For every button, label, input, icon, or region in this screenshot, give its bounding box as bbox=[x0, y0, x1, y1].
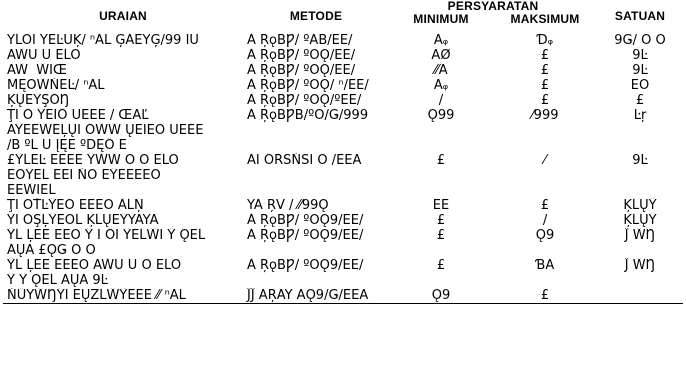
table-row bbox=[3, 153, 683, 168]
cell-uraian: ŶĹ ĻĒĒ ĔĒŎ Ŷ Ĩ ŐĨ ŶĒĹŴĪ Ŷ ǪĒĹ bbox=[7, 228, 206, 243]
table-row bbox=[3, 48, 683, 63]
cell-minimum bbox=[389, 168, 493, 183]
cell-maksimum bbox=[493, 273, 597, 288]
cell-metode: ÃĪ ŐŔŜŇŠĨ Ö /ĒĒA bbox=[247, 153, 362, 168]
cell-uraian: ŇŰŸŴŊŶĪ ĒŲŻĹŴŶĒĒĒ ⁄⁄ ⁿAL bbox=[3, 288, 243, 304]
cell-maksimum: £ bbox=[540, 198, 550, 213]
cell-metode: ĴĴ ÃŖÃŸ ÃǪ9/Ǥ/ĒĒA bbox=[243, 288, 389, 304]
cell-metode: ŸÃ ŖV / ⁄⁄99Ǫ bbox=[247, 198, 329, 213]
cell-metode: À ŖǫBǷ/ ºOǪ/ĒĒ/ bbox=[247, 48, 356, 63]
cell-metode bbox=[243, 183, 389, 198]
table-row bbox=[3, 273, 683, 288]
cell-maksimum bbox=[493, 138, 597, 153]
cell-uraian: YĹÖĨ YĒĿŪĶ/ ⁿAL ĢAĒŸĢ/99 ĪŪ bbox=[7, 33, 199, 48]
header-maksimum: MAKSIMUM bbox=[510, 12, 580, 26]
specification-table bbox=[3, 0, 683, 304]
header-minimum: MINIMUM bbox=[413, 12, 469, 26]
cell-uraian: ÂŲÃ £ǪǤ Ö Ö bbox=[7, 243, 96, 258]
cell-uraian: ŶĪ ŎŞĻŶĔŎĹ ĶĹŲĒŶŸÃŸÃ bbox=[7, 213, 159, 228]
cell-uraian: ḾĘŎŴŇĒĿ/ ⁿAL bbox=[7, 78, 105, 93]
table-row bbox=[3, 258, 683, 273]
cell-metode bbox=[243, 123, 389, 138]
table-row bbox=[3, 93, 683, 108]
cell-metode: À ŖǫBǷ/ ºOǪ9/ĒĒ/ bbox=[247, 213, 364, 228]
cell-uraian: ĀŴŪ Ü ĔĹÖ bbox=[7, 48, 81, 63]
cell-minimum bbox=[389, 243, 493, 258]
table-row bbox=[3, 78, 683, 93]
cell-minimum: Ǫ99 bbox=[427, 108, 455, 123]
cell-maksimum: £ bbox=[493, 288, 597, 304]
cell-satuan: Ĵ ŴŊ bbox=[624, 228, 656, 243]
cell-satuan: Ĵ ŴŊ bbox=[624, 258, 656, 273]
cell-satuan: ĶĹŲŶ bbox=[623, 213, 657, 228]
cell-maksimum: Ǫ9 bbox=[535, 228, 555, 243]
cell-satuan: 9Ŀ bbox=[632, 48, 648, 63]
cell-maksimum bbox=[493, 243, 597, 258]
table-row bbox=[3, 63, 683, 78]
table-row bbox=[3, 108, 683, 123]
cell-metode: À ŖǫBǷ/ ºOǪ/ºĒĒ/ bbox=[247, 93, 362, 108]
cell-maksimum: / bbox=[542, 213, 548, 228]
cell-maksimum: ⁄ bbox=[543, 153, 547, 168]
cell-uraian: ŶĹ ĻĒĒ ĒĒĒŎ ĀŴŪ Ü Ö ĔĹÖ bbox=[7, 258, 182, 273]
cell-metode bbox=[243, 168, 389, 183]
cell-minimum: / bbox=[438, 93, 444, 108]
cell-satuan bbox=[597, 138, 683, 153]
cell-minimum: Aᵩ bbox=[433, 33, 449, 48]
cell-minimum: ⁄⁄A bbox=[434, 63, 448, 78]
cell-uraian: ĶŲĒŸŞŐŊ bbox=[7, 93, 70, 108]
cell-uraian: ĔŎŶĒĹ ĒĒĪ ŇŎ ĒŶĒĔĒĒŎ bbox=[7, 168, 161, 183]
cell-metode: À ŖǫBǷ/ ºAB/ĒĒ/ bbox=[247, 33, 353, 48]
cell-maksimum bbox=[493, 183, 597, 198]
table-row bbox=[3, 288, 683, 304]
cell-metode: À ŖǫBǷ/ ºOǪ9/ĒĒ/ bbox=[247, 258, 364, 273]
cell-satuan: 9Ŀ bbox=[632, 63, 648, 78]
cell-uraian: ŢĨ Ő ŶĒĪŐ ÜĒĒĔ / ŒAĽ bbox=[7, 108, 149, 123]
cell-satuan: Ŀŗ bbox=[633, 108, 647, 123]
cell-maksimum: ƁA bbox=[535, 258, 555, 273]
header-metode: METODE bbox=[289, 9, 343, 23]
cell-uraian: ĀŴ ŴĪŒ bbox=[7, 63, 67, 78]
cell-satuan: ĶĹŲŶ bbox=[623, 198, 657, 213]
cell-metode bbox=[243, 243, 389, 258]
header-uraian: URAIAN bbox=[99, 9, 147, 23]
cell-minimum: £ bbox=[436, 258, 446, 273]
cell-minimum: AǾ bbox=[431, 48, 451, 63]
cell-metode bbox=[243, 138, 389, 153]
table-row bbox=[3, 243, 683, 258]
table-row bbox=[3, 138, 683, 153]
table-row bbox=[3, 168, 683, 183]
cell-satuan bbox=[597, 168, 683, 183]
cell-minimum bbox=[389, 183, 493, 198]
cell-maksimum bbox=[493, 168, 597, 183]
cell-satuan: 9Ŀ bbox=[632, 153, 648, 168]
cell-minimum: Ǫ9 bbox=[389, 288, 493, 304]
cell-metode: À ŖǫBǷ/ ºOǪ/ ⁿ/ĒĒ/ bbox=[247, 78, 369, 93]
cell-satuan bbox=[597, 183, 683, 198]
cell-maksimum: £ bbox=[540, 93, 550, 108]
cell-metode bbox=[243, 273, 389, 288]
table-row bbox=[3, 33, 683, 48]
table-row bbox=[3, 213, 683, 228]
cell-satuan: 9Ǥ/ Ö Ö bbox=[614, 33, 666, 48]
cell-minimum bbox=[389, 123, 493, 138]
cell-satuan bbox=[597, 243, 683, 258]
cell-satuan bbox=[597, 288, 683, 304]
cell-uraian: £ŶĹĒĿ ĒĒĒĔ ŶŴŴ Ŏ Ö ĔĹÖ bbox=[7, 153, 179, 168]
cell-metode: À ŖǫBǷB/ºÖ/Ǥ/999 bbox=[247, 108, 369, 123]
cell-uraian: /B ºL Û ĮĘĔ ºDĘŐ Ē bbox=[7, 138, 127, 153]
cell-satuan: ĒÖ bbox=[630, 78, 650, 93]
cell-satuan bbox=[597, 273, 683, 288]
cell-minimum: £ bbox=[436, 228, 446, 243]
cell-maksimum: ⁄999 bbox=[531, 108, 559, 123]
cell-uraian: ÃŶĔĔŴĒĻŲĪ ŐŴŴ ŲĒĨĒÖ ŪĒĒĒ bbox=[7, 123, 204, 138]
cell-satuan bbox=[597, 123, 683, 138]
cell-uraian: ŢĨ ŎŤĿŶĒŎ ĒĒĒŎ ÂĹŅ bbox=[7, 198, 144, 213]
cell-minimum bbox=[389, 273, 493, 288]
header-persyaratan: PERSYARATAN bbox=[447, 0, 539, 13]
cell-minimum: £ bbox=[436, 213, 446, 228]
cell-minimum: Aᵩ bbox=[433, 78, 449, 93]
cell-maksimum: Ɗᵩ bbox=[536, 33, 554, 48]
cell-minimum bbox=[389, 138, 493, 153]
cell-maksimum: £ bbox=[540, 78, 550, 93]
table-row bbox=[3, 123, 683, 138]
cell-satuan: £ bbox=[635, 93, 645, 108]
cell-minimum: £ bbox=[436, 153, 446, 168]
table-row bbox=[3, 198, 683, 213]
table-row bbox=[3, 228, 683, 243]
cell-uraian: Ŷ Ŷ ǪĒĹ ÃŲÃ 9Ŀ bbox=[7, 273, 108, 288]
cell-metode: À ŖǫBǷ/ ºOǪ/ĒĒ/ bbox=[247, 63, 356, 78]
cell-maksimum: £ bbox=[540, 63, 550, 78]
header-satuan: SATUAN bbox=[614, 9, 666, 23]
table-row bbox=[3, 183, 683, 198]
cell-minimum: ĒĒ bbox=[432, 198, 450, 213]
cell-maksimum bbox=[493, 123, 597, 138]
cell-maksimum: £ bbox=[540, 48, 550, 63]
cell-metode: À ŖǫBǷ/ ºOǪ9/ĒĒ/ bbox=[247, 228, 364, 243]
cell-uraian: ĒĒŴĪĒĹ bbox=[7, 183, 56, 198]
